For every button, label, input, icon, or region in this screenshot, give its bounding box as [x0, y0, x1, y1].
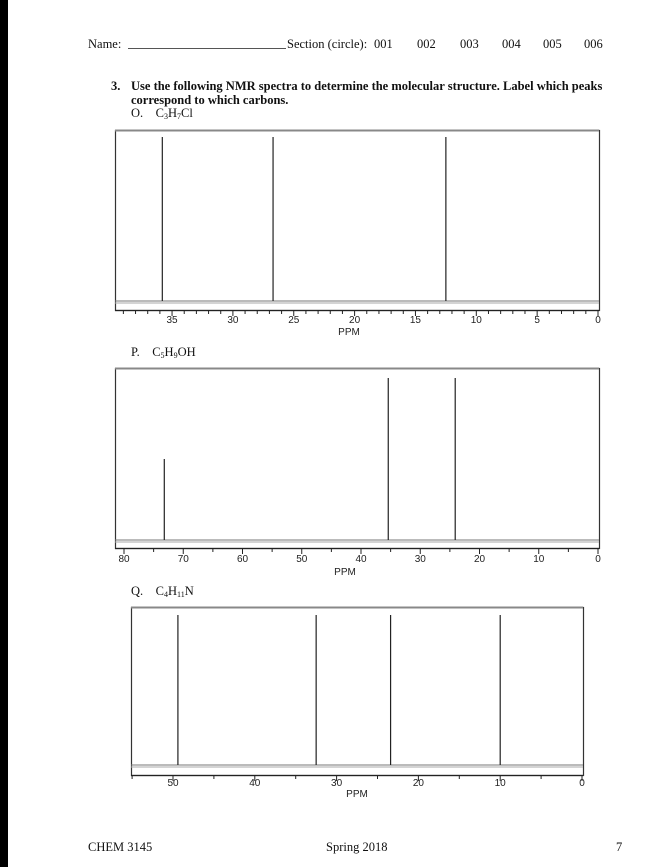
x-tick-label: 70	[177, 554, 189, 565]
problem-q-label: Q. $C_4H_{11}N$	[131, 584, 194, 599]
x-tick-label: 50	[296, 554, 308, 565]
x-tick-label: 20	[349, 315, 361, 326]
question-number: 3.	[111, 79, 121, 93]
nmr-spectrum-q	[131, 608, 585, 801]
x-tick-label: 60	[236, 554, 249, 565]
formula-o: $C_3H_7Cl$	[155, 106, 193, 121]
x-tick-label: 0	[579, 778, 585, 789]
section-option-003[interactable]: 003	[460, 37, 479, 51]
plot-frame	[116, 369, 600, 549]
section-option-001[interactable]: 001	[374, 37, 393, 51]
x-tick-label: 5	[534, 315, 540, 326]
x-tick-label: 30	[414, 554, 426, 565]
x-tick-label: 10	[470, 315, 482, 326]
section-option-002[interactable]: 002	[417, 37, 436, 51]
x-axis-label: PPM	[346, 789, 368, 800]
footer-page-number: 7	[616, 840, 623, 854]
x-tick-label: 10	[533, 554, 545, 565]
x-tick-label: 20	[412, 778, 424, 789]
problem-p-label: P. $C_5H_9OH$	[131, 345, 196, 360]
x-tick-label: 40	[249, 778, 261, 789]
x-tick-label: 35	[166, 315, 178, 326]
x-tick-label: 30	[331, 778, 343, 789]
nmr-spectrum-p	[115, 369, 601, 579]
x-axis-label: PPM	[338, 327, 360, 338]
question-text-line2: correspond to which carbons.	[131, 93, 289, 107]
problem-o-label: O. $C_3H_7Cl$	[131, 106, 193, 121]
x-tick-label: 30	[227, 315, 239, 326]
footer-term: Spring 2018	[326, 840, 388, 854]
x-tick-label: 0	[595, 315, 601, 326]
x-tick-label: 25	[288, 315, 300, 326]
x-tick-label: 15	[409, 315, 422, 326]
question-text-line1: Use the following NMR spectra to determine the molecular structure. Label which peaks	[131, 79, 603, 93]
nmr-spectrum-o	[115, 131, 601, 339]
plot-frame	[116, 131, 600, 311]
x-tick-label: 20	[473, 554, 486, 565]
section-option-006: 006	[584, 37, 603, 51]
formula-q: $C_4H_{11}N$	[155, 584, 194, 599]
formula-p: $C_5H_9OH$	[152, 345, 196, 360]
footer-course: CHEM 3145	[88, 840, 153, 854]
x-tick-label: 0	[595, 554, 601, 565]
x-tick-label: 40	[355, 554, 367, 565]
section-option-004[interactable]: 004	[502, 37, 521, 51]
x-tick-label: 10	[494, 778, 506, 789]
name-label: Name:	[88, 37, 122, 51]
plot-frame	[132, 608, 584, 776]
section-option-005[interactable]: 005	[543, 37, 562, 51]
x-axis-label: PPM	[334, 567, 356, 578]
x-tick-label: 50	[167, 778, 179, 789]
x-tick-label: 80	[118, 554, 130, 565]
section-label: Section (circle):	[287, 37, 368, 51]
